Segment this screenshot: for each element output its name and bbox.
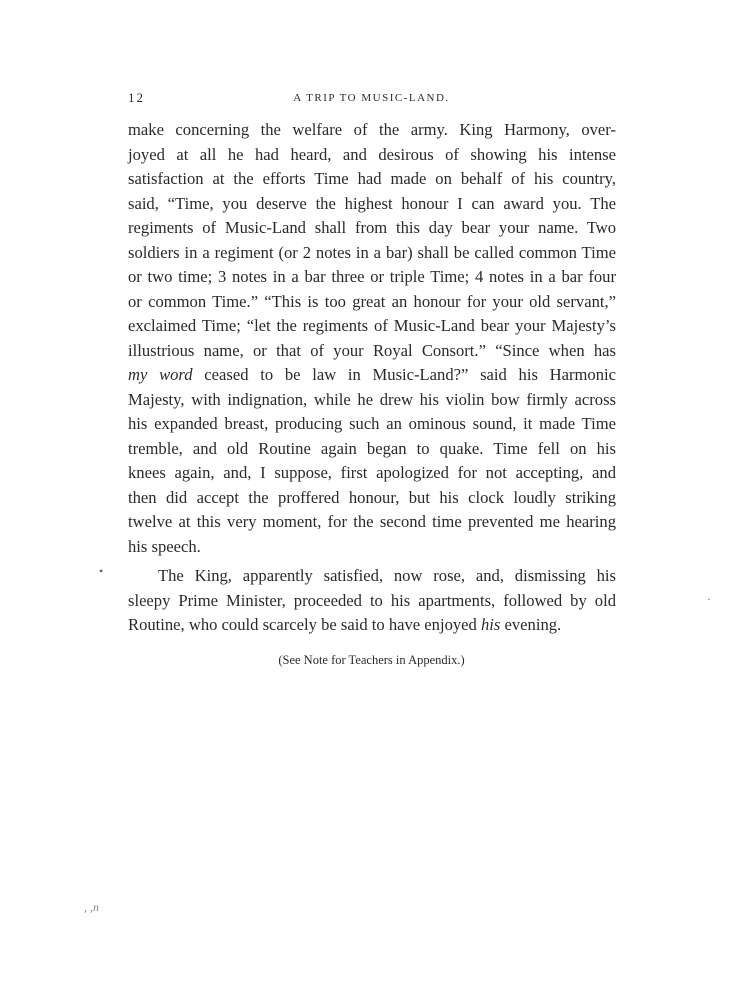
text-run: twelve at this very moment, for the second time prevented me hearing <box>128 512 616 531</box>
text-line <box>128 412 616 437</box>
text-run: then did accept the proffered honour, but his clock loudly striking <box>128 487 616 507</box>
body-text <box>128 118 616 638</box>
text-line <box>128 339 616 364</box>
text-line <box>128 290 616 315</box>
text-line <box>128 265 616 290</box>
text-run: evening. <box>500 615 562 634</box>
text-line <box>128 510 616 535</box>
paragraph-2 <box>128 564 616 638</box>
text-run: his speech. <box>128 536 201 556</box>
text-run: The King, apparently satisfied, now rose, and, dismissing his <box>158 566 616 585</box>
text-run: ceased to be law in Music-Land?” said his Harmonic <box>192 365 616 384</box>
text-line <box>128 143 616 168</box>
text-run: joyed at all he had heard, and desirous of showing his intense <box>128 144 616 164</box>
text-line <box>128 564 616 589</box>
text-run: or common Time.” “This is too great an honour for your old servant,” <box>128 291 616 311</box>
text-run: knees again, and, I suppose, first apologized for not accepting, and <box>128 463 616 482</box>
text-run: exclaimed Time; “let the regiments of Music-Land bear your Majesty’s <box>128 316 616 335</box>
text-line <box>128 589 616 614</box>
text-run: tremble, and old Routine again began to quake. Time fell on his <box>128 438 616 458</box>
text-run: Majesty, with indignation, while he drew his violin bow firmly across <box>128 389 616 409</box>
text-line <box>128 613 616 638</box>
text-line <box>128 216 616 241</box>
text-run: sleepy Prime Minister, proceeded to his apartments, followed by old <box>128 590 616 610</box>
text-line <box>128 437 616 462</box>
text-run: satisfaction at the efforts Time had made on behalf of his country, <box>128 169 616 188</box>
text-run: or two time; 3 notes in a bar three or triple Time; 4 notes in a bar four <box>128 267 616 286</box>
text-run: soldiers in a regiment (or 2 notes in a bar) shall be called common Time <box>128 242 616 262</box>
text-run: Routine, who could scarcely be said to have enjoyed <box>128 615 481 634</box>
stray-marks: , ,n <box>84 900 99 914</box>
margin-speck: · <box>707 592 711 606</box>
text-line <box>128 167 616 192</box>
text-line <box>128 486 616 511</box>
text-run: said, “Time, you deserve the highest honour I can award you. The <box>128 193 616 213</box>
text-line <box>128 241 616 266</box>
text-run: make concerning the welfare of the army. King Harmony, over- <box>128 120 616 139</box>
text-line <box>128 461 616 486</box>
text-line <box>128 535 616 560</box>
text-line <box>128 314 616 339</box>
text-line <box>128 192 616 217</box>
footnote: (See Note for Teachers in Appendix.) <box>278 653 465 667</box>
text-run: illustrious name, or that of your Royal Consort.” “Since when has <box>128 340 616 360</box>
text-line <box>128 118 616 143</box>
text-run: his expanded breast, producing such an ominous sound, it made Time <box>128 414 616 433</box>
text-line <box>128 363 616 388</box>
italic-text: my word <box>128 365 193 384</box>
margin-speck: • <box>99 564 104 578</box>
paragraph-1 <box>128 118 616 559</box>
text-run: regiments of Music-Land shall from this day bear your name. Two <box>128 218 616 237</box>
italic-text: his <box>480 615 501 634</box>
text-line <box>128 388 616 413</box>
page-number: 12 <box>128 90 145 105</box>
running-title: A TRIP TO MUSIC-LAND. <box>293 92 450 104</box>
